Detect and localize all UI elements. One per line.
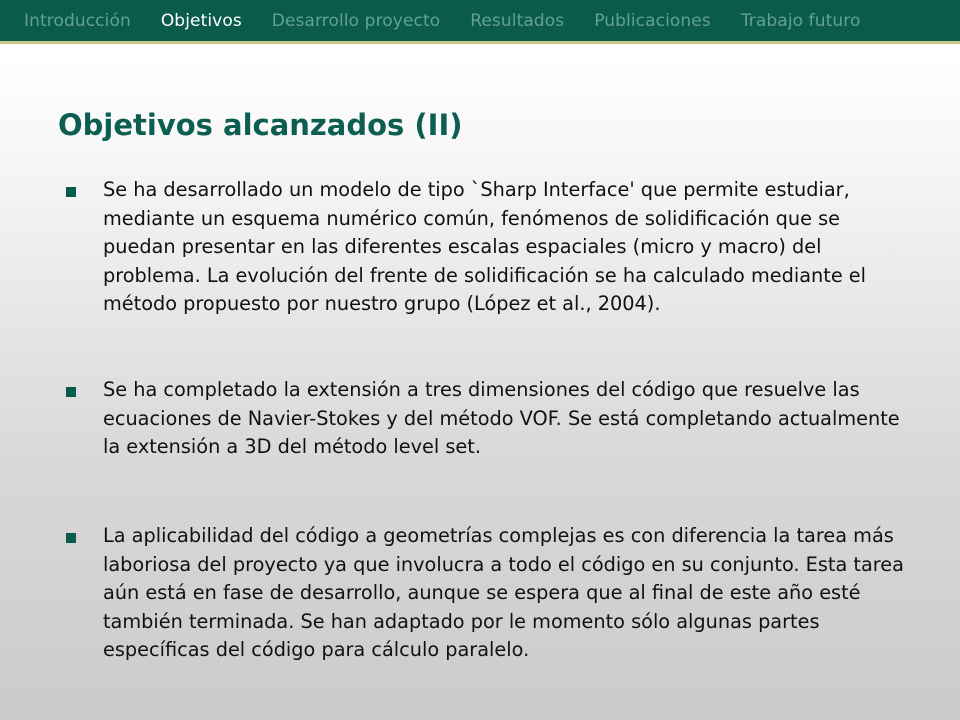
bullet-text: Se ha desarrollado un modelo de tipo `Sharp Interface' que permite estudiar, mediante un esquema numérico común, fenómenos de solidificación que se puedan presentar en las diferentes escalas espaciales (micro y macro) del problema. La evolución del frente de solidificación se ha calculado mediante el método propuesto por nuestro grupo (López et al., 2004).: [103, 178, 867, 316]
slide-title: Objetivos alcanzados (II): [58, 108, 463, 142]
square-bullet-icon: [66, 533, 76, 543]
nav-item-introduccion[interactable]: Introducción: [24, 10, 131, 31]
bullet-item: [66, 522, 906, 665]
bullet-text: La aplicabilidad del código a geometrías complejas es con diferencia la tarea más laboriosa del proyecto ya que involucra a todo el código en su conjunto. Esta tarea aún está en fase de desarrollo, aunque se espera que al final de este año esté también terminada. Se han adaptado por le momento sólo algunas partes específicas del código para cálculo paralelo.: [103, 524, 904, 662]
square-bullet-icon: [66, 387, 76, 397]
nav-item-objetivos[interactable]: Objetivos: [160, 10, 242, 31]
nav-item-trabajo-futuro[interactable]: Trabajo futuro: [740, 10, 861, 31]
bullet-item: [66, 376, 906, 462]
top-navigation-bar: [0, 0, 960, 44]
nav-item-resultados[interactable]: Resultados: [470, 10, 565, 31]
bullet-item: [66, 176, 906, 319]
nav-item-publicaciones[interactable]: Publicaciones: [594, 10, 711, 31]
bullet-text: Se ha completado la extensión a tres dimensiones del código que resuelve las ecuaciones de Navier-Stokes y del método VOF. Se está completando actualmente la extensión a 3D del método level set.: [103, 378, 900, 459]
square-bullet-icon: [66, 187, 76, 197]
nav-item-desarrollo-proyecto[interactable]: Desarrollo proyecto: [271, 10, 441, 31]
